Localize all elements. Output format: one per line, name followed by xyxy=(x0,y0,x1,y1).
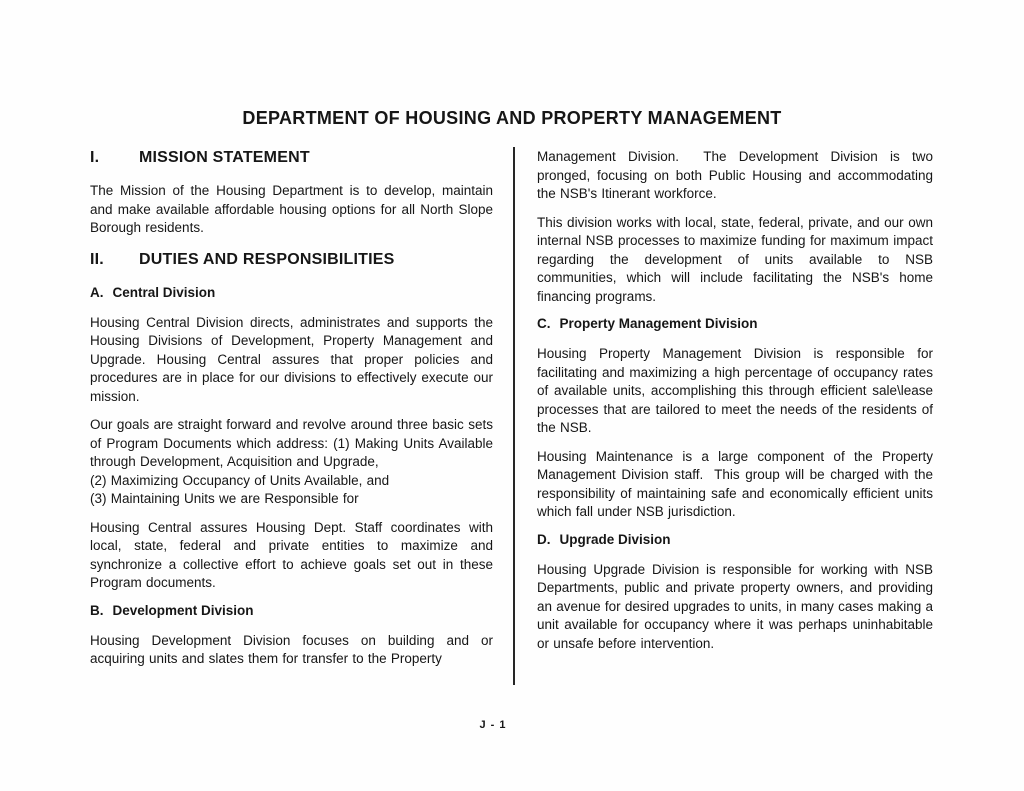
paragraph-central-goals xyxy=(90,416,493,509)
subsection-letter-b: B. xyxy=(90,602,104,618)
page-number: J - 1 xyxy=(479,719,507,731)
two-column-body xyxy=(90,148,933,669)
document-title: DEPARTMENT OF HOUSING AND PROPERTY MANAGEMENT xyxy=(242,108,782,128)
section-number-mission: I. xyxy=(90,149,100,166)
subsection-letter-c: C. xyxy=(537,316,551,331)
paragraph-central-1: Housing Central Division directs, administrates and supports the Housing Divisions of Development, Property Management and Upgrade. Housing Central assures that proper policies and procedures are in place for our divisions to effectively execute our mission. xyxy=(90,314,493,404)
goals-item-1: Our goals are straight forward and revolve around three basic sets of Program Documents which address: (1) Making Units Available through Development, Acquisition and Upgrade, xyxy=(90,417,493,469)
subsection-label-development: Development Division xyxy=(112,602,254,618)
subsection-heading-development-division xyxy=(90,603,493,619)
paragraph-property-management-1: Housing Property Management Division is responsible for facilitating and maximizing a high percentage of occupancy rates of available units, accomplishing this through efficient sale\lease processes that are tailored to meet the needs of the residents of the NSB. xyxy=(537,346,933,435)
subsection-heading-upgrade-division xyxy=(537,532,933,548)
section-heading-duties xyxy=(90,250,493,269)
paragraph-upgrade-1: Housing Upgrade Division is responsible for working with NSB Departments, public and private property owners, and providing an avenue for desired upgrades to units, in many cases making a unit available for occupancy where it was perhaps uninhabitable or unsafe before intervention. xyxy=(537,561,933,651)
left-column xyxy=(90,148,493,669)
subsection-heading-property-management-division xyxy=(537,316,933,332)
section-heading-mission xyxy=(90,148,493,167)
section-number-duties: II. xyxy=(90,250,104,268)
paragraph-central-3: Housing Central assures Housing Dept. Staff coordinates with local, state, federal and private entities to maximize and synchronize a collective effort to achieve goals set out in these Program documents. xyxy=(90,519,493,590)
section-title-duties: DUTIES AND RESPONSIBILITIES xyxy=(139,250,395,268)
paragraph-property-management-2: Housing Maintenance is a large component of the Property Management Division staff. This group will be charged with the responsibility of maintaining safe and economically efficient units which fall under NSB jurisdiction. xyxy=(537,448,933,519)
subsection-label-property-management: Property Management Division xyxy=(559,316,758,331)
subsection-letter-a: A. xyxy=(90,284,104,300)
subsection-label-central: Central Division xyxy=(112,284,216,300)
paragraph-mission: The Mission of the Housing Department is to develop, maintain and make available affordable housing options for all North Slope Borough residents. xyxy=(90,183,493,235)
right-column xyxy=(537,148,933,653)
goals-item-3: (3) Maintaining Units we are Responsible for xyxy=(90,491,359,506)
subsection-heading-central-division xyxy=(90,285,493,301)
goals-item-2: (2) Maximizing Occupancy of Units Available, and xyxy=(90,472,390,488)
paragraph-development-1: Housing Development Division focuses on building and or acquiring units and slates them for transfer to the Property xyxy=(90,632,493,666)
section-title-mission: MISSION STATEMENT xyxy=(139,149,310,166)
subsection-label-upgrade: Upgrade Division xyxy=(559,531,671,547)
paragraph-development-2: This division works with local, state, federal, private, and our own internal NSB processes to maximize funding for maximum impact regarding the development of units available to NSB communities, which will include facilitating the NSB's home financing programs. xyxy=(537,214,933,304)
paragraph-development-continued: Management Division. The Development Division is two pronged, focusing on both Public Housing and accommodating the NSB's Itinerant workforce. xyxy=(537,149,933,201)
subsection-letter-d: D. xyxy=(537,531,551,547)
